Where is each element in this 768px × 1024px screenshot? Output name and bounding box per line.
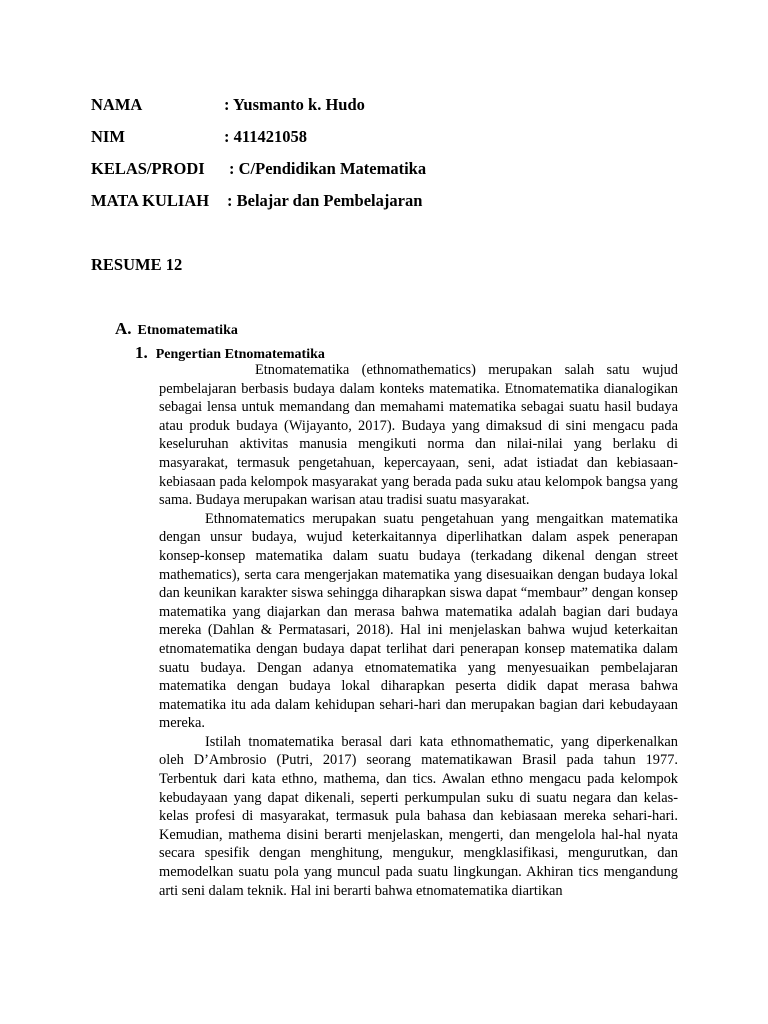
section-1-number: 1. (135, 343, 148, 362)
section-1-title: Pengertian Etnomatematika (155, 347, 325, 362)
kelas-label: KELAS/PRODI (91, 159, 205, 178)
paragraph-3: Istilah tnomatematika berasal dari kata ethnomathematic, yang diperkenalkan oleh D’Ambrosio (Putri, 2017) seorang matematikawan Brasil pada tahun 1977. Terbentuk dari kata ethno, mathema, dan tics. Awalan ethno mengacu pada kelompok kebudayaan yang dapat dikenali, seperti perkumpulan suku di suatu negara dan kelas-kelas profesi di masyarakat, termasuk pula bahasa dan kebiasaan mereka sehari-hari. Kemudian, mathema disini berarti menjelaskan, mengerti, dan mengelola hal-hal nyata secara spesifik dengan menghitung, mengukur, mengklasifikasi, mengurutkan, dan memodelkan suatu pola yang muncul pada suatu lingkungan. Akhiran tics mengandung arti seni dalam teknik. Hal ini berarti bahwa etnomatematika diartikan (159, 733, 678, 899)
paragraph-2: Ethnomatematics merupakan suatu pengetahuan yang mengaitkan matematika dengan unsur budaya, wujud keterkaitannya diperlihatkan dalam aspek penerapan konsep-konsep matematika dalam suatu budaya (terkadang dikenal dengan street mathematics), serta cara mengerjakan matematika yang disesuaikan dengan budaya lokal dan keunikan karakter siswa sehingga diharapkan siswa dapat “membaur” dengan konsep matematika yang diajarkan dan merasa bahwa matematika adalah bagian dari budaya mereka (Dahlan & Permatasari, 2018). Hal ini menjelaskan bahwa wujud keterkaitan etnomatematika dengan budaya dapat terlihat dari penerapan konsep matematika dalam suatu budaya. Dengan adanya etnomatematika yang menyesuaikan pembelajaran matematika dengan budaya lokal diharapkan peserta didik dapat merasa bahwa matematika itu ada dalam kehidupan sehari-hari dan merupakan bagian dari kebudayaan mereka. (159, 510, 678, 732)
paragraph-1: Etnomatematika (ethnomathematics) merupakan salah satu wujud pembelajaran berbasis budaya dalam konteks matematika. Etnomatematika dianalogikan sebagai lensa untuk memandang dan memahami matematika sebagai suatu hasil budaya atau produk budaya (Wijayanto, 2017). Budaya yang dimaksud di sini mengacu pada keseluruhan aktivitas manusia mengikuti norma dan nilai-nilai yang berlaku di masyarakat, termasuk pengetahuan, kepercayaan, seni, adat istiadat dan kebiasaan-kebiasaan pada kelompok masyarakat yang berada pada suku atau kelompok bangsa yang sama. Budaya merupakan warisan atau tradisi suatu masyarakat. (159, 362, 678, 509)
section-a-title: Etnomatematika (137, 323, 238, 338)
section-a-heading (115, 319, 238, 339)
nama-value: : Yusmanto k. Hudo (224, 95, 365, 114)
nama-label: NAMA (91, 95, 143, 114)
nim-label: NIM (91, 127, 125, 146)
kelas-value: : C/Pendidikan Matematika (229, 159, 427, 178)
matkul-value: : Belajar dan Pembelajaran (227, 191, 423, 210)
body-text (159, 361, 678, 900)
nim-value: : 411421058 (224, 127, 307, 146)
section-1-heading (135, 343, 325, 363)
resume-title: RESUME 12 (91, 255, 183, 274)
matkul-label: MATA KULIAH (91, 191, 210, 210)
section-a-letter: A. (115, 319, 132, 338)
